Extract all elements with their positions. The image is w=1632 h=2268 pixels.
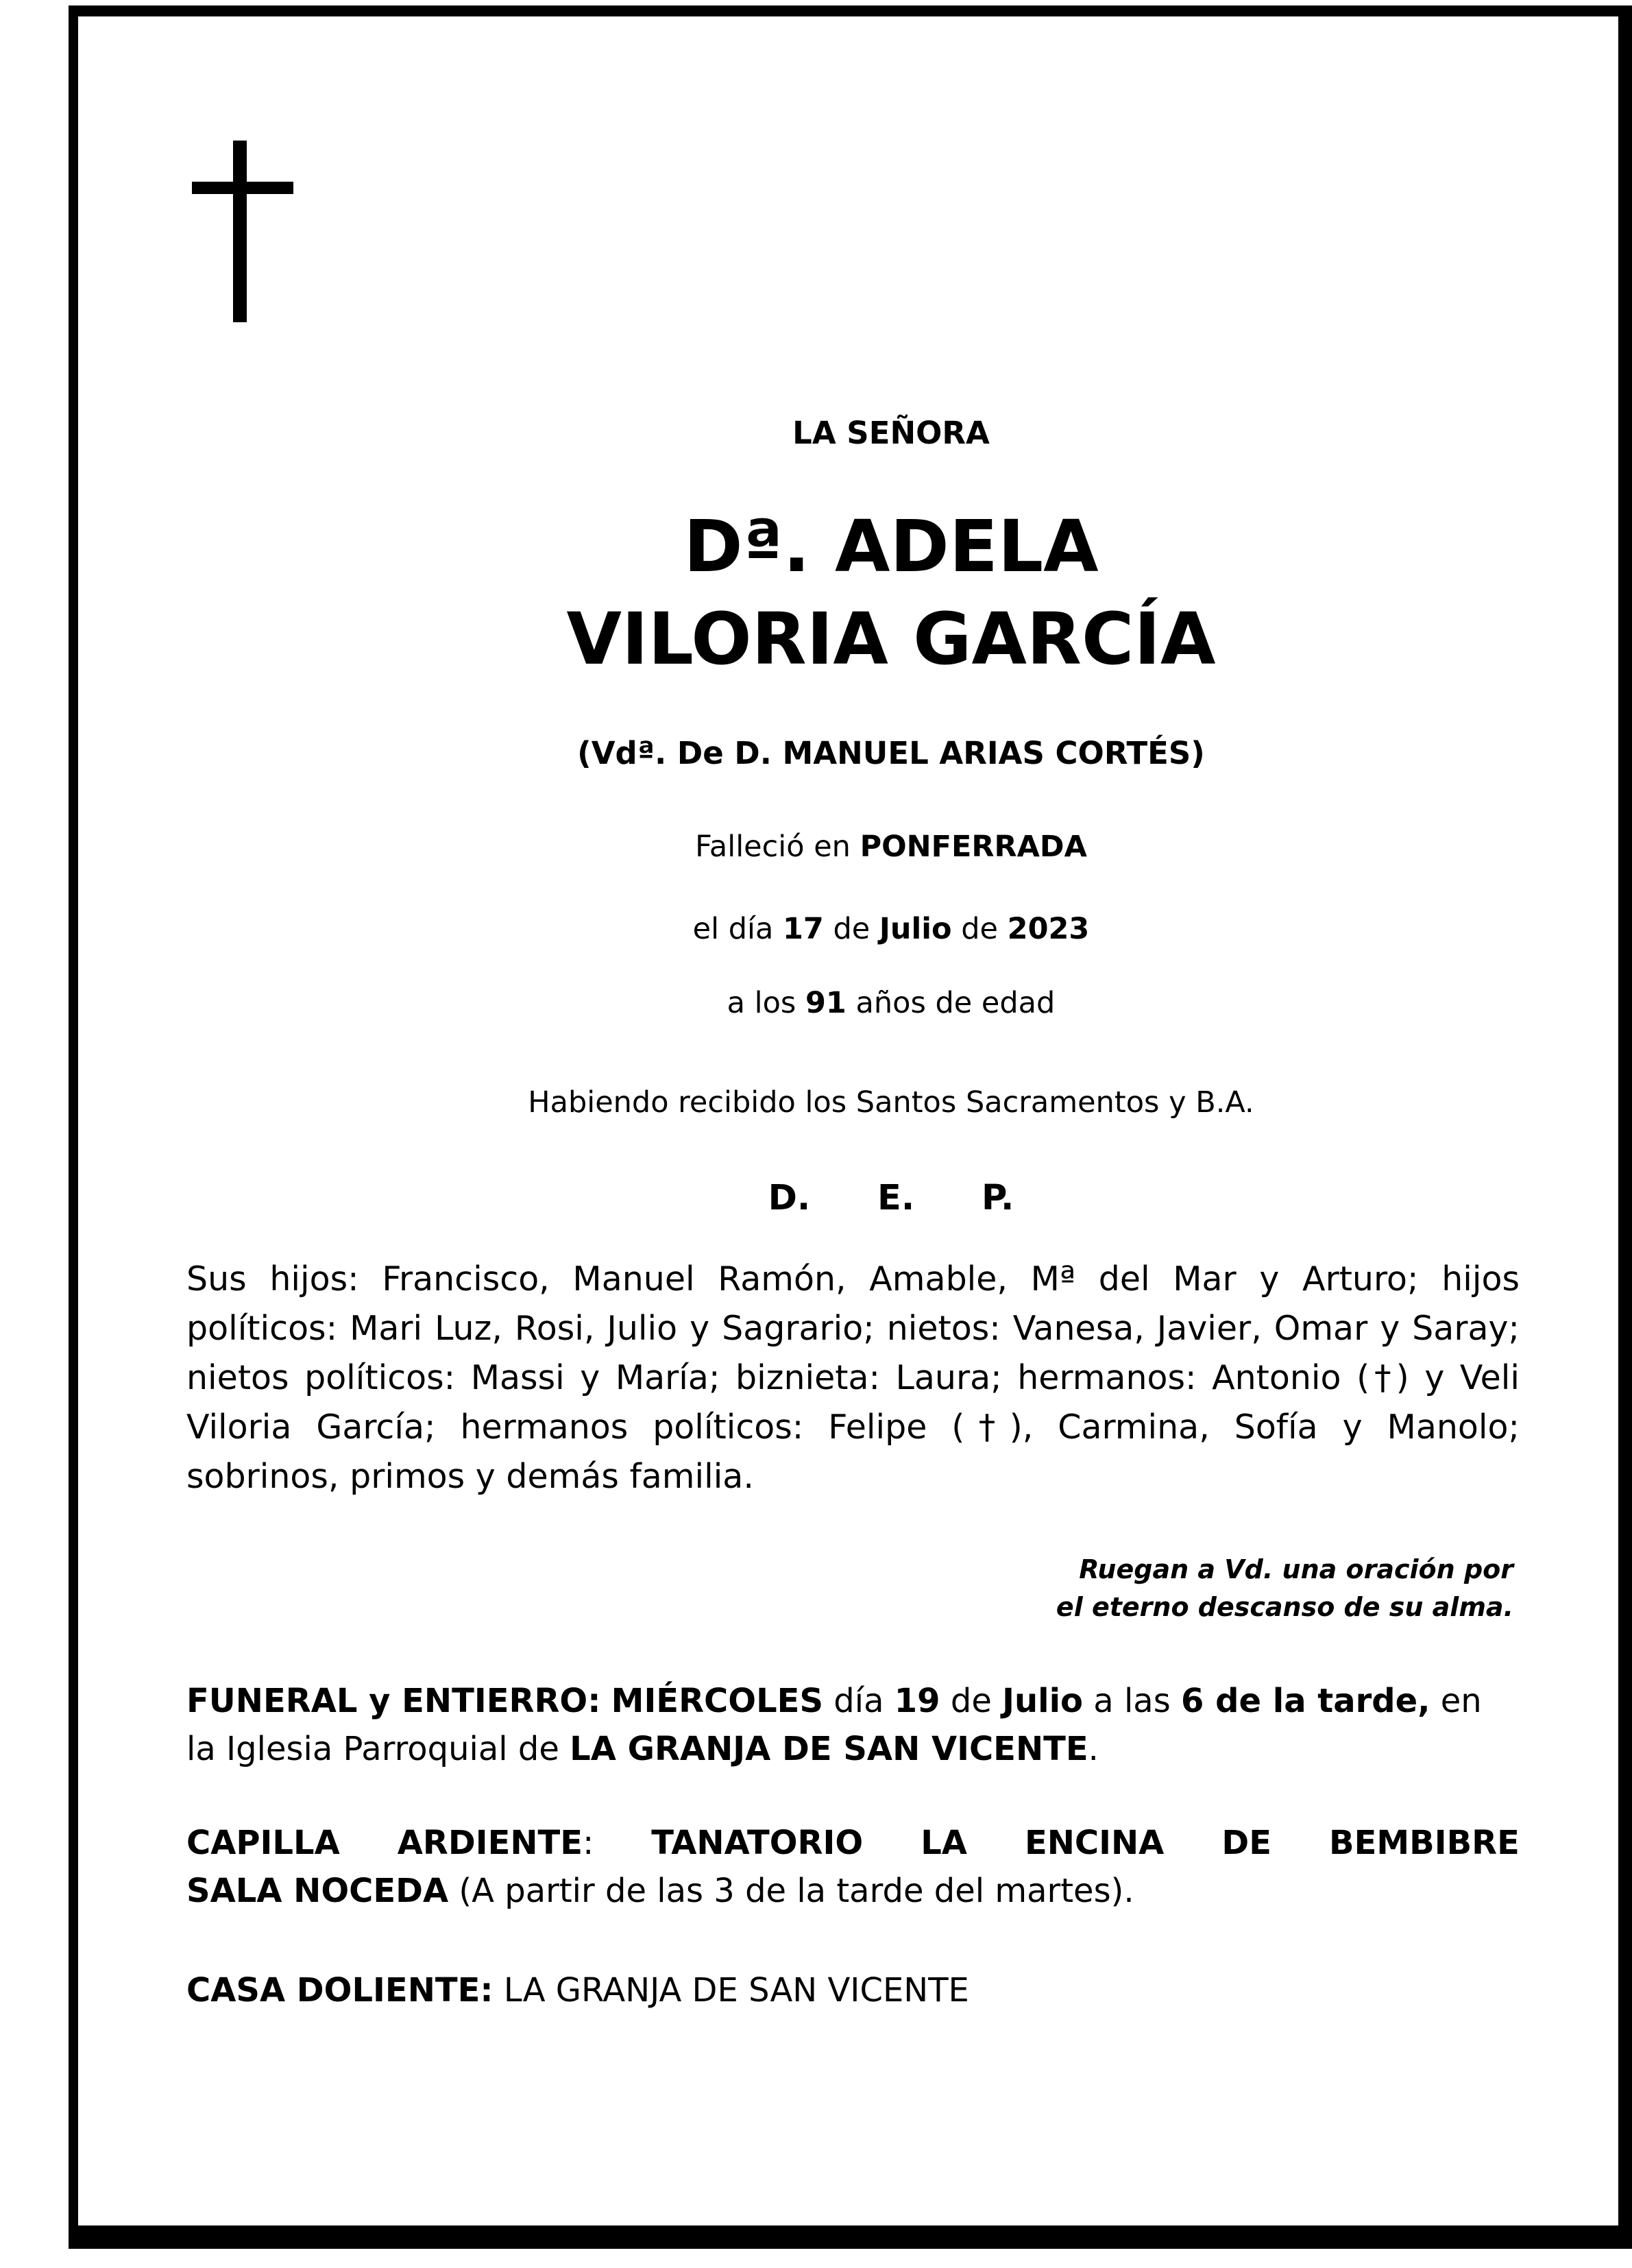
deceased-name-line1: Dª. ADELA bbox=[683, 505, 1099, 588]
chapel-line-1: CAPILLA ARDIENTE: TANATORIO LA ENCINA DE BEMBIBRE bbox=[186, 1824, 1520, 1862]
house-paragraph: CASA DOLIENTE: LA GRANJA DE SAN VICENTE bbox=[186, 1971, 969, 2010]
chapel-line-2: SALA NOCEDA (A partir de las 3 de la tarde del martes). bbox=[186, 1872, 1134, 1910]
prayer-line-1: Ruegan a Vd. una oración por bbox=[1079, 1554, 1513, 1584]
cross-icon bbox=[192, 141, 293, 322]
age-line: a los 91 años de edad bbox=[727, 986, 1056, 1020]
title-label: LA SEÑORA bbox=[792, 415, 990, 451]
chapel-paragraph bbox=[186, 1819, 1520, 1915]
funeral-paragraph: FUNERAL y ENTIERRO: MIÉRCOLES día 19 de Julio a las 6 de la tarde, en la Iglesia Parroquial de LA GRANJA DE SAN VICENTE. bbox=[186, 1682, 1482, 1768]
sacraments-line: Habiendo recibido los Santos Sacramentos y B.A. bbox=[528, 1085, 1254, 1120]
deceased-name-line2: VILORIA GARCÍA bbox=[566, 597, 1216, 681]
died-place-line: Falleció en PONFERRADA bbox=[695, 830, 1087, 864]
prayer-request bbox=[823, 1551, 1513, 1626]
rip-line: D. E. P. bbox=[768, 1178, 1014, 1218]
family-paragraph: Sus hijos: Francisco, Manuel Ramón, Amable, Mª del Mar y Arturo; hijos políticos: Mari Luz, Rosi, Julio y Sagrario; nietos: Vanesa, Javier, Omar y Saray; nietos políticos: Massi y María; biznieta: Laura; hermanos: Antonio (†) y Veli Viloria García; hermanos políticos: Felipe (†), Carmina, Sofía y Manolo; sobrinos, primos y demás familia. bbox=[186, 1259, 1520, 1496]
widow-of-line: (Vdª. De D. MANUEL ARIAS CORTÉS) bbox=[577, 735, 1205, 771]
death-date-line: el día 17 de Julio de 2023 bbox=[692, 912, 1090, 946]
prayer-line-2: el eterno descanso de su alma. bbox=[1056, 1592, 1513, 1622]
